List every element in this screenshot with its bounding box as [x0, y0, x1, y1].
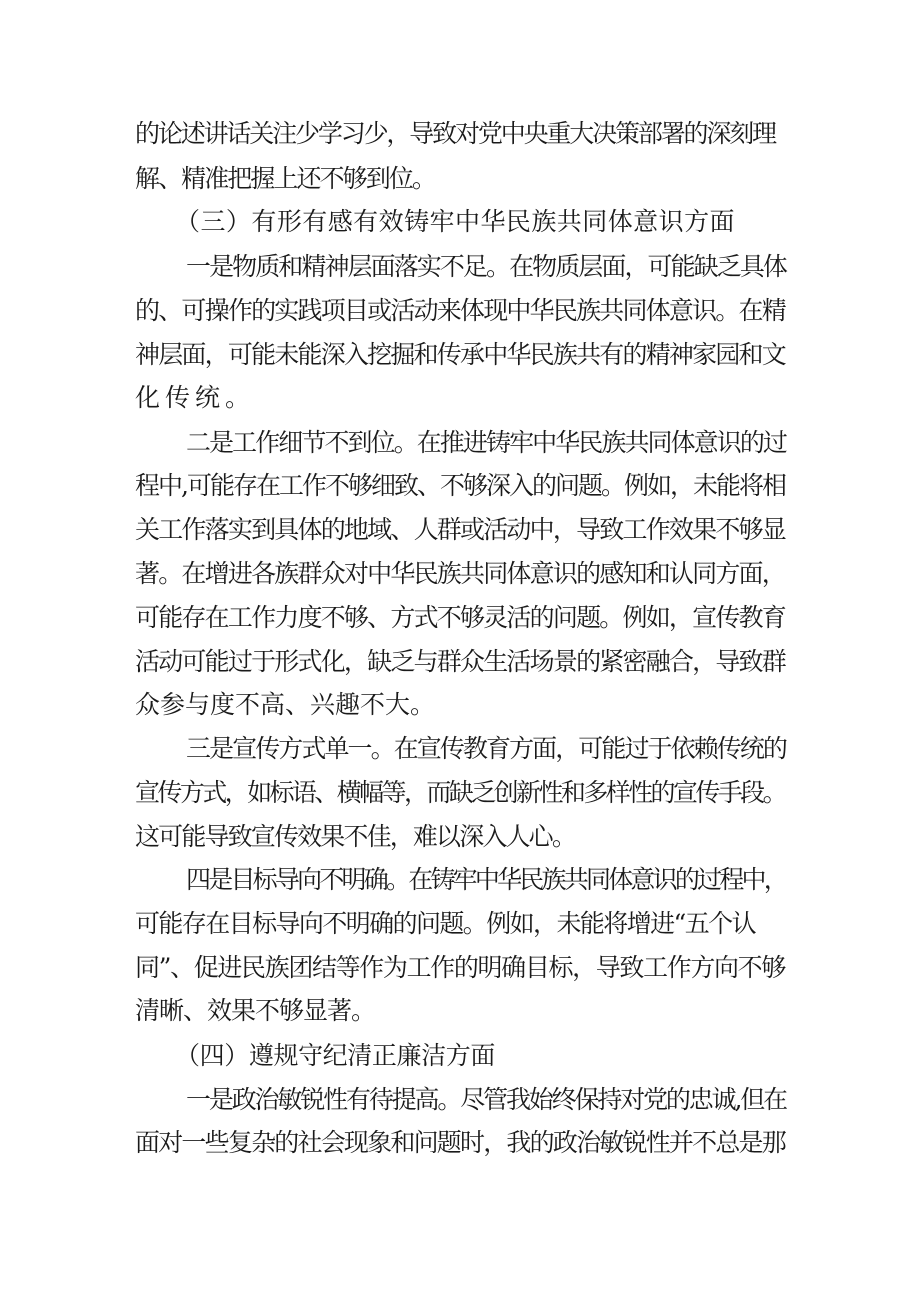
text-line: 化传统。 — [135, 383, 255, 412]
text-line: 著。在增进各族群众对中华民族共同体意识的感知和认同方面， — [135, 559, 785, 588]
text-line: 三是宣传方式单一。在宣传教育方面，可能过于依赖传统的 — [186, 734, 786, 763]
text-line: 解、精准把握上还不够到位。 — [135, 164, 435, 193]
text-line: 可能存在目标导向不明确的问题。例如，未能将增进“五个认 — [135, 909, 755, 938]
text-line: 同”、促进民族团结等作为工作的明确目标，导致工作方向不够 — [135, 953, 785, 982]
text-line: 宣传方式，如标语、横幅等，而缺乏创新性和多样性的宣传手段。 — [135, 778, 785, 807]
text-line: 四是目标导向不明确。在铸牢中华民族共同体意识的过程中， — [186, 865, 786, 894]
text-line: 众参与度不高、兴趣不大。 — [135, 690, 435, 719]
text-line: 一是物质和精神层面落实不足。在物质层面，可能缺乏具体 — [186, 252, 786, 281]
text-line: 程中,可能存在工作不够细致、不够深入的问题。例如，未能将相 — [135, 471, 785, 500]
text-line: 的论述讲话关注少学习少，导致对党中央重大决策部署的深刻理 — [135, 119, 775, 148]
section-heading: （四）遵规守纪清正廉洁方面 — [175, 1041, 495, 1070]
text-line: 一是政治敏锐性有待提高。尽管我始终保持对党的忠诚,但在 — [186, 1085, 786, 1114]
text-line: 可能存在工作力度不够、方式不够灵活的问题。例如，宣传教育 — [135, 603, 785, 632]
section-heading: （三）有形有感有效铸牢中华民族共同体意识方面 — [175, 207, 735, 236]
text-line: 的、可操作的实践项目或活动来体现中华民族共同体意识。在精 — [135, 296, 785, 325]
text-line: 这可能导致宣传效果不佳，难以深入人心。 — [135, 822, 575, 851]
text-line: 活动可能过于形式化，缺乏与群众生活场景的紧密融合，导致群 — [135, 647, 785, 676]
text-line: 二是工作细节不到位。在推进铸牢中华民族共同体意识的过 — [186, 428, 786, 457]
text-line: 神层面，可能未能深入挖掘和传承中华民族共有的精神家园和文 — [135, 340, 785, 369]
text-line: 面对一些复杂的社会现象和问题时，我的政治敏锐性并不总是那 — [135, 1128, 785, 1157]
text-line: 关工作落实到具体的地域、人群或活动中，导致工作效果不够显 — [135, 515, 785, 544]
text-line: 清晰、效果不够显著。 — [135, 996, 375, 1025]
